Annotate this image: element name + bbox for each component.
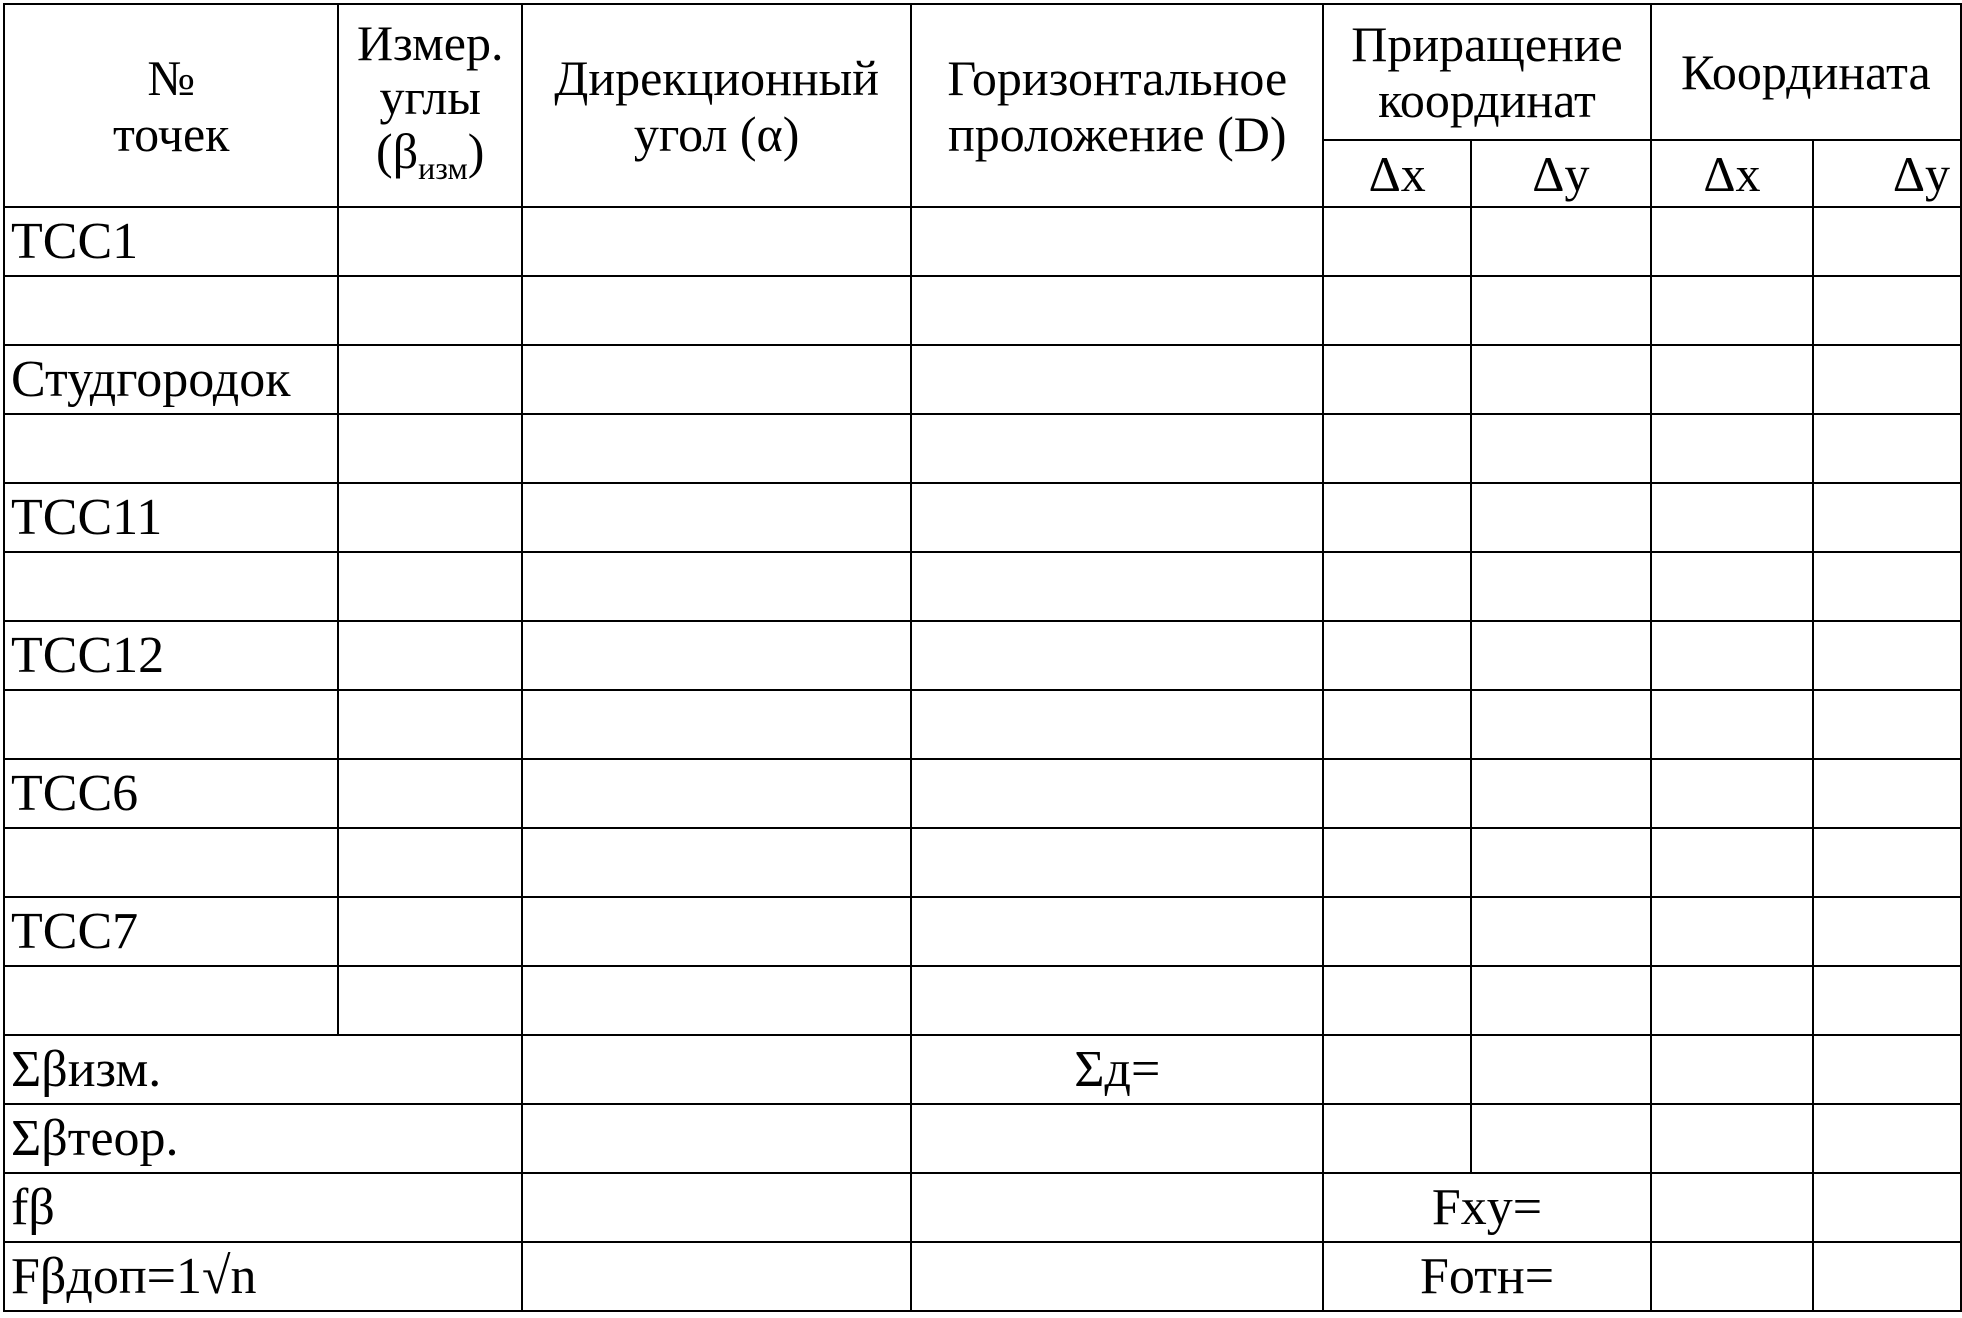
header-distance-line2: проложение (D) <box>948 105 1287 162</box>
measured-angle-cell <box>338 276 522 345</box>
beta-close: ) <box>467 123 485 179</box>
coordinate-y-cell <box>1813 621 1961 690</box>
distance-cell <box>911 1242 1323 1311</box>
coordinate-y-cell <box>1813 345 1961 414</box>
coordinate-x-cell <box>1651 207 1814 276</box>
table-row <box>4 897 1961 966</box>
point-name-cell: Студгородок <box>4 345 338 414</box>
increment-dy-cell <box>1471 690 1651 759</box>
table-row <box>4 483 1961 552</box>
distance-cell <box>911 483 1323 552</box>
sum-distance-label: Σд= <box>911 1035 1323 1104</box>
table-row <box>4 759 1961 828</box>
increment-dy-cell <box>1471 897 1651 966</box>
direction-angle-cell <box>522 966 911 1035</box>
coordinate-y-cell <box>1813 207 1961 276</box>
distance-cell <box>911 621 1323 690</box>
table-row <box>4 966 1961 1035</box>
coordinate-y-cell <box>1813 552 1961 621</box>
increment-dx-cell <box>1323 1104 1471 1173</box>
allowable-misclosure-label: Fβдоп=1√n <box>4 1242 522 1311</box>
coordinate-y-cell <box>1813 483 1961 552</box>
coordinate-y-cell <box>1813 1242 1961 1311</box>
header-coordinate-dx: Δx <box>1651 140 1814 207</box>
header-distance-line1: Горизонтальное <box>947 49 1288 106</box>
direction-angle-cell <box>522 345 911 414</box>
distance-cell <box>911 1173 1323 1242</box>
increment-dy-cell <box>1471 414 1651 483</box>
point-name-cell: ТСС7 <box>4 897 338 966</box>
table-row <box>4 690 1961 759</box>
header-direction-angle <box>522 4 911 207</box>
increment-dx-cell <box>1323 828 1471 897</box>
direction-angle-cell <box>522 276 911 345</box>
beta-subscript: изм <box>418 150 468 186</box>
increment-dy-cell <box>1471 1035 1651 1104</box>
footer-row-sum-measured <box>4 1035 1961 1104</box>
header-coordinates: Координата <box>1651 4 1961 140</box>
increment-dx-cell <box>1323 759 1471 828</box>
point-name-cell <box>4 690 338 759</box>
footer-row-sum-theoretical <box>4 1104 1961 1173</box>
header-measured-line3 <box>339 124 521 195</box>
direction-angle-cell <box>522 414 911 483</box>
measured-angle-cell <box>338 966 522 1035</box>
header-measured-angles <box>338 4 522 207</box>
coordinate-x-cell <box>1651 1173 1814 1242</box>
header-coordinate-dy: Δy <box>1813 140 1961 207</box>
coordinate-y-cell <box>1813 276 1961 345</box>
distance-cell <box>911 1104 1323 1173</box>
increment-dx-cell <box>1323 414 1471 483</box>
distance-cell <box>911 276 1323 345</box>
coordinate-x-cell <box>1651 276 1814 345</box>
measured-angle-cell <box>338 828 522 897</box>
header-increment-dx: Δx <box>1323 140 1471 207</box>
distance-cell <box>911 828 1323 897</box>
point-name-cell <box>4 828 338 897</box>
table-row <box>4 345 1961 414</box>
measured-angle-cell <box>338 621 522 690</box>
direction-angle-cell <box>522 759 911 828</box>
coordinate-x-cell <box>1651 345 1814 414</box>
increment-dy-cell <box>1471 552 1651 621</box>
increment-dy-cell <box>1471 1104 1651 1173</box>
distance-cell <box>911 897 1323 966</box>
header-increments-line2: координат <box>1378 72 1596 128</box>
coordinate-y-cell <box>1813 1104 1961 1173</box>
coordinate-x-cell <box>1651 828 1814 897</box>
increment-dy-cell <box>1471 276 1651 345</box>
increment-dx-cell <box>1323 207 1471 276</box>
coordinate-x-cell <box>1651 483 1814 552</box>
coordinate-x-cell <box>1651 552 1814 621</box>
sum-theoretical-label: Σβтеор. <box>4 1104 522 1173</box>
point-name-cell <box>4 966 338 1035</box>
direction-angle-cell <box>522 828 911 897</box>
point-name-cell: ТСС6 <box>4 759 338 828</box>
direction-angle-cell <box>522 897 911 966</box>
increment-dy-cell <box>1471 828 1651 897</box>
footer-row-allowable <box>4 1242 1961 1311</box>
coordinate-x-cell <box>1651 621 1814 690</box>
header-point-number-line2: точек <box>112 105 230 162</box>
increment-dx-cell <box>1323 621 1471 690</box>
point-name-cell: ТСС1 <box>4 207 338 276</box>
footer-row-misclosure <box>4 1173 1961 1242</box>
measured-angle-cell <box>338 345 522 414</box>
coordinate-x-cell <box>1651 414 1814 483</box>
point-name-cell <box>4 414 338 483</box>
measured-angle-cell <box>338 483 522 552</box>
misclosure-label: fβ <box>4 1173 522 1242</box>
header-increments-line1: Приращение <box>1351 16 1623 72</box>
header-measured-line1: Измер. <box>356 15 504 71</box>
increment-dx-cell <box>1323 897 1471 966</box>
direction-angle-cell <box>522 1242 911 1311</box>
distance-cell <box>911 966 1323 1035</box>
increment-dx-cell <box>1323 1035 1471 1104</box>
coordinate-x-cell <box>1651 759 1814 828</box>
direction-angle-cell <box>522 207 911 276</box>
direction-angle-cell <box>522 1104 911 1173</box>
coordinate-x-cell <box>1651 966 1814 1035</box>
coordinate-y-cell <box>1813 1035 1961 1104</box>
coordinate-x-cell <box>1651 897 1814 966</box>
increment-dy-cell <box>1471 759 1651 828</box>
header-horizontal-distance <box>911 4 1323 207</box>
point-name-cell <box>4 552 338 621</box>
header-point-number-line1: № <box>147 49 196 106</box>
coordinate-y-cell <box>1813 966 1961 1035</box>
increment-dx-cell <box>1323 276 1471 345</box>
distance-cell <box>911 345 1323 414</box>
increment-dy-cell <box>1471 966 1651 1035</box>
measured-angle-cell <box>338 552 522 621</box>
coordinate-y-cell <box>1813 1173 1961 1242</box>
measured-angle-cell <box>338 207 522 276</box>
increment-dy-cell <box>1471 621 1651 690</box>
direction-angle-cell <box>522 483 911 552</box>
coordinate-y-cell <box>1813 759 1961 828</box>
table-row <box>4 828 1961 897</box>
direction-angle-cell <box>522 621 911 690</box>
measured-angle-cell <box>338 897 522 966</box>
header-direction-line1: Дирекционный <box>554 49 879 106</box>
distance-cell <box>911 207 1323 276</box>
coordinate-x-cell <box>1651 1242 1814 1311</box>
increment-dy-cell <box>1471 207 1651 276</box>
increment-dy-cell <box>1471 483 1651 552</box>
increment-dy-cell <box>1471 345 1651 414</box>
increment-dx-cell <box>1323 483 1471 552</box>
header-point-number <box>4 4 338 207</box>
direction-angle-cell <box>522 552 911 621</box>
direction-angle-cell <box>522 690 911 759</box>
increment-dx-cell <box>1323 690 1471 759</box>
coordinate-x-cell <box>1651 1035 1814 1104</box>
direction-angle-cell <box>522 1035 911 1104</box>
increment-dx-cell <box>1323 552 1471 621</box>
coordinate-y-cell <box>1813 897 1961 966</box>
header-increment-dy: Δy <box>1471 140 1651 207</box>
table-row <box>4 276 1961 345</box>
header-increments <box>1323 4 1650 140</box>
coordinate-x-cell <box>1651 690 1814 759</box>
beta-symbol: (β <box>376 123 419 179</box>
distance-cell <box>911 690 1323 759</box>
header-measured-line2: углы <box>379 69 481 125</box>
coordinate-y-cell <box>1813 414 1961 483</box>
point-name-cell: ТСС11 <box>4 483 338 552</box>
table-row <box>4 414 1961 483</box>
increment-dx-cell <box>1323 966 1471 1035</box>
increment-dx-cell <box>1323 345 1471 414</box>
point-name-cell <box>4 276 338 345</box>
measured-angle-cell <box>338 414 522 483</box>
fxy-label: Fxy= <box>1323 1173 1650 1242</box>
distance-cell <box>911 414 1323 483</box>
measured-angle-cell <box>338 759 522 828</box>
measured-angle-cell <box>338 690 522 759</box>
frel-label: Fотн= <box>1323 1242 1650 1311</box>
distance-cell <box>911 552 1323 621</box>
direction-angle-cell <box>522 1173 911 1242</box>
coordinate-y-cell <box>1813 828 1961 897</box>
traverse-table <box>3 3 1962 1312</box>
table-row <box>4 621 1961 690</box>
header-direction-line2: угол (α) <box>633 105 800 162</box>
distance-cell <box>911 759 1323 828</box>
point-name-cell: ТСС12 <box>4 621 338 690</box>
table-row <box>4 207 1961 276</box>
sum-measured-label: Σβизм. <box>4 1035 522 1104</box>
coordinate-x-cell <box>1651 1104 1814 1173</box>
table-row <box>4 552 1961 621</box>
coordinate-y-cell <box>1813 690 1961 759</box>
